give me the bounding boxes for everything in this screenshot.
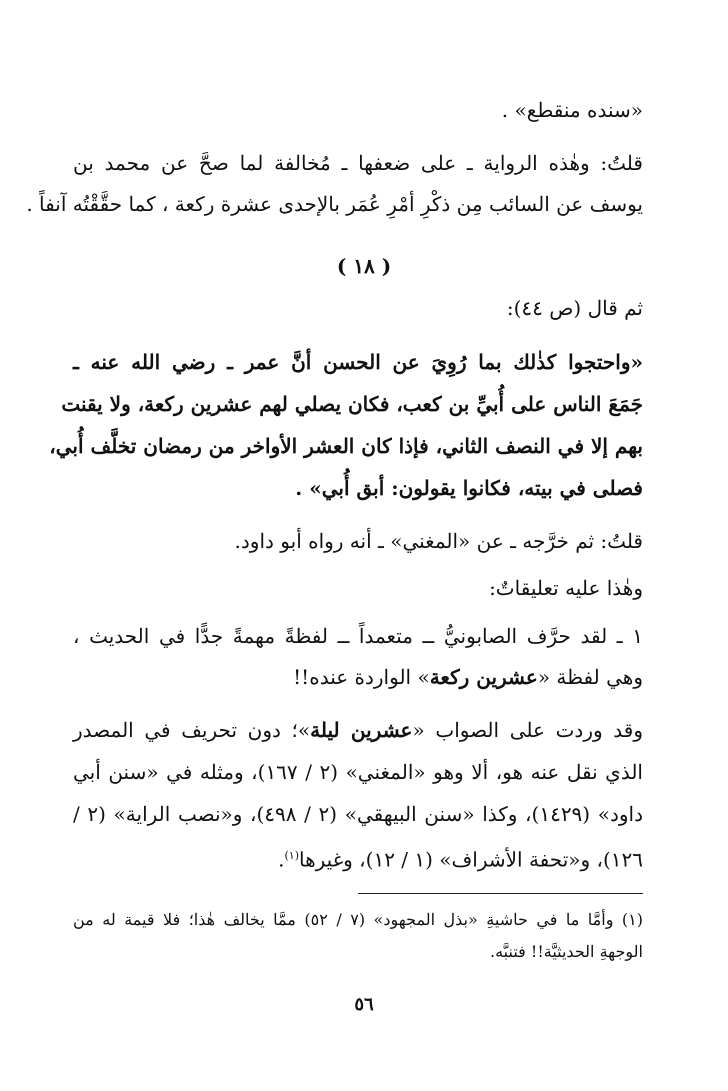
quote-line: بهم إلا في النصف الثاني، فإذا كان العشر الأواخر من رمضان تخلَّف أُبي،	[49, 434, 643, 458]
text-line: وهٰذا عليه تعليقاتٌ:	[489, 576, 643, 600]
footnote-marker: (١)	[284, 849, 299, 862]
text-segment: » الواردة عنده!!	[293, 665, 430, 689]
text-line: قلتُ: ثم خرَّجه ـ عن «المغني» ـ أنه رواه أبو داود.	[234, 529, 643, 553]
text-line	[73, 663, 643, 691]
emphasis: عشرين ليلة	[310, 718, 413, 742]
text-line: يوسف عن السائب مِن ذكْرِ أمْرِ عُمَر بالإحدى عشرة ركعة ، كما حقَّقْتُه آنفاً .	[26, 192, 643, 216]
footnote-separator	[358, 893, 643, 894]
quote-line: جَمَعَ الناس على أُبيِّ بن كعب، فكان يصلي لهم عشرين ركعة، ولا يقنت	[61, 392, 643, 416]
section-heading: ( ١٨ )	[336, 254, 392, 278]
text-segment: وهي لفظة «	[537, 665, 643, 689]
text-line	[73, 842, 643, 874]
text-line: «سنده منقطع» .	[501, 98, 643, 122]
footnote-line: الوجهةِ الحديثيَّة!! فتنبَّه.	[490, 942, 643, 961]
text-line: قلتُ: وهٰذه الرواية ـ على ضعفها ـ مُخالفة لما صحَّ عن محمد بن	[73, 151, 643, 175]
text-line: ١ ـ لقد حرَّف الصابونيُّ ــ متعمداً ــ لفظةً مهمةً جدًّا في الحديث ،	[73, 624, 643, 648]
text-segment: .	[278, 847, 285, 872]
text-segment: »؛ دون تحريف في المصدر	[73, 718, 311, 742]
quote-line: «واحتجوا كذٰلك بما رُوِيَ عن الحسن أنَّ عمر ـ رضي الله عنه ـ	[73, 350, 643, 374]
footnote-line: (١) وأمَّا ما في حاشيةِ «بذل المجهود» (٧ / ٥٢) ممَّا يخالف هٰذا؛ فلا قيمة له من	[73, 910, 644, 929]
text-line: ثم قال (ص ٤٤):	[506, 296, 643, 320]
text-segment: ١٢٦)، و«تحفة الأشراف» (١ / ١٢)، وغيرها	[299, 847, 643, 872]
emphasis: عشرين ركعة	[429, 665, 538, 689]
text-line	[73, 716, 643, 744]
quote-line: فصلى في بيته، فكانوا يقولون: أبق أُبي» .	[295, 476, 643, 500]
text-line: داود» (١٤٢٩)، وكذا «سنن البيهقي» (٢ / ٤٩٨)، و«نصب الراية» (٢ /	[73, 802, 643, 826]
text-line: الذي نقل عنه هو، ألا وهو «المغني» (٢ / ١٦٧)، ومثله في «سنن أبي	[73, 760, 643, 784]
text-segment: وقد وردت على الصواب «	[412, 718, 643, 742]
page-number: ٥٦	[354, 994, 374, 1015]
